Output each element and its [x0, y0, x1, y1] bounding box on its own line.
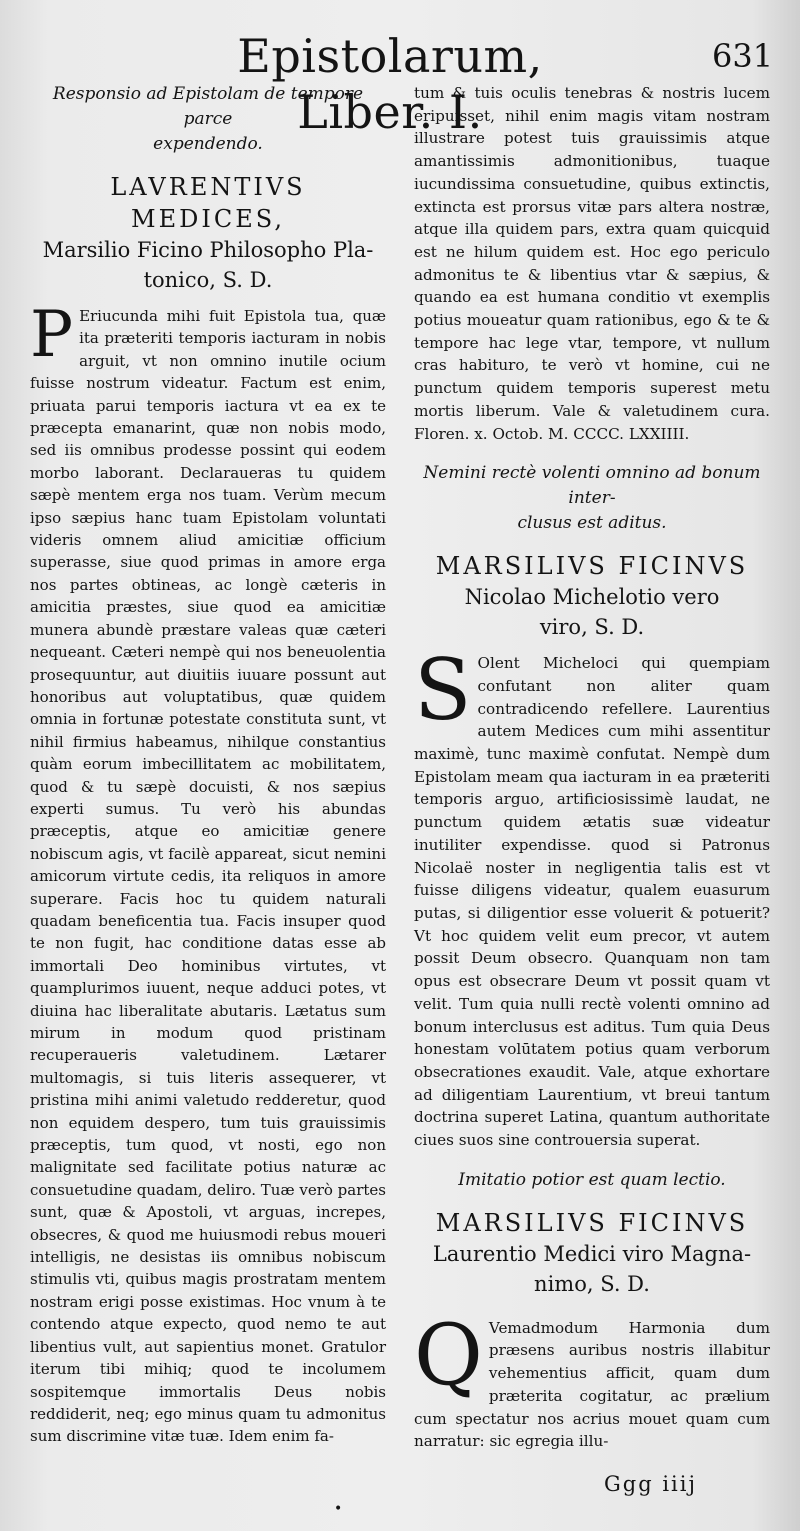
letter-3-sender: MARSILIVS FICINVS — [435, 1208, 749, 1237]
letter-1-caption — [30, 82, 386, 157]
letter-3-addressee-line-1: Laurentio Medici viro Magna- — [432, 1241, 752, 1266]
gathering-signature: Ggg iiij — [604, 1472, 697, 1496]
spacer — [414, 1152, 770, 1168]
letter-1-body — [30, 298, 386, 1448]
letter-2-caption-line-1: Nemini rectè volenti omnino ad bonum inter- — [423, 463, 761, 509]
letter-2-caption-line-2: clusus est aditus. — [517, 513, 667, 534]
right-column — [414, 82, 770, 1453]
letter-3-addressee-line-2: nimo, S. D. — [534, 1271, 650, 1296]
letter-1-dropcap: P — [30, 298, 74, 372]
left-column — [30, 82, 386, 1448]
spacer — [414, 445, 770, 461]
letter-3-salutation — [414, 1207, 770, 1299]
letter-3-body-text: Vemadmodum Harmonia dum præsens auribus nostris illabitur vehementius afficit, quam dum præterita cogitatur, ac prælium cum spectatur nos acrius mouet quam cum narratur: sic egregia illu- — [414, 1318, 770, 1451]
letter-2-body-text: Olent Micheloci qui quempiam confutant non aliter quam contradicendo refellere. Laurentius autem Medices cum mihi assentitur maximè, tunc maximè confutat. Nempè dum Epistolam meam qua iacturam in ea præteriti temporis arguo, artificiosissimè laudat, ne punctum quidem ætatis suæ videatur inutiliter expendisse. quod si Patronus Nicolaë noster in negligentia talis est vt fuisse diligens videatur, qualem euasurum putas, si diligentior esse voluerit & potuerit? Vt hoc quidem velit eum precor, vt autem possit Deum obsecro. Quanquam non tam opus est obsecrare Deum vt possit quam vt velit. Tum quia nulli rectè volenti omnino ad bonum interclusus est aditus. Tum quia Deus honestam volūtatem potius quam verborum obsecrationes exaudit. Vale, atque exhortare ad diligentiam Laurentium, vt breui tantum doctrina superet Latina, quantum authoritate ciues suos sine controuersia superat. — [414, 654, 770, 1150]
letter-2-dropcap: S — [414, 641, 472, 740]
letter-3-body — [414, 1305, 770, 1453]
page-number: 631 — [712, 37, 774, 75]
letter-3-caption: Imitatio potior est quam lectio. — [458, 1169, 726, 1190]
letter-1-caption-line-2: expendendo. — [153, 134, 263, 154]
letter-2-body — [414, 641, 770, 1151]
letter-3-dropcap: Q — [414, 1305, 483, 1404]
letter-1-sender: LAVRENTIVS MEDICES, — [110, 173, 306, 233]
letter-1-caption-line-1: Responsio ad Epistolam de tempore parce — [52, 84, 364, 129]
letter-1-body-text: Eriucunda mihi fuit Epistola tua, quæ ita præteriti temporis iacturam in nobis arguit, vt non omnino inutile ocium fuisse nostrum videatur. Factum est enim, priuata parui temporis iactura vt ea ex te præcepta emanarint, quæ non nobis modo, sed iis omnibus prodesse possint qui eodem morbo laborant. Declaraueras tu quidem sæpè mentem erga nos tuam. Verùm mecum ipso sæpius hanc tuam Epistolam voluntati videris omnem aliud amicitiæ officium superasse, siue quod primas in amore erga nos partes obtineas, ac longè cæteris in amicitia præstes, siue quod ea amicitiæ munera abundè præstare valeas quæ cæteri nequeant. Cæteri nempè qui nos beneuolentia prosequuntur, aut diuitiis iuuare possunt aut honoribus aut voluptatibus, quæ quidem omnia in fortunæ potestate constituta sunt, vt nihil firmius habeamus, nihilque constantius quàm eorum imbecillitatem ac mobilitatem, quod & tu sæpè docuisti, & nos sæpius experti sumus. Tu verò his abundas præceptis, atque eo amicitiæ genere nobiscum agis, vt facilè appareat, sicut nemini amicorum virtute cedis, ita reliquos in amore superare. Facis hoc tu quidem naturali quadam beneficentia tua. Facis insuper quod te non fugit, hac conditione datas esse ab immortali Deo hominibus virtutes, vt quamplurimos iuuent, neque adduci potes, vt diuina hac liberalitate abutaris. Lætatus sum mirum in modum quod pristinam recuperaueris valetudinem. Lætarer multomagis, si tuis literis assequerer, vt pristina mihi animi valetudo redderetur, quod non equidem despero, tum tuis grauissimis præceptis, tum quod, vt nosti, ego non malignitate sed facilitate potius naturæ ac consuetudine quadam, deliro. Tuæ verò partes sunt, quæ & Apostoli, vt arguas, increpes, obsecres, & quod me huiusmodi rebus moueri intelligis, ne desistas iis omnibus nobiscum stimulis vti, quibus magis prostratam mentem nostram erigi posse existimas. Hoc vnum à te contendo atque expecto, quod nemo te aut libentius vult, aut sapientius monet. Gratulor iterum tibi mihiq; quod te incolumem sospitemque immortalis Deus nobis reddiderit, neq; ego minus quam tu admonitus sum discrimine vitæ tuæ. Idem enim fa- — [30, 307, 386, 1446]
letter-1-body-continued: tum & tuis oculis tenebras & nostris lucem eripuisset, nihil enim magis vitam nostram illustrare potest tuis grauissimis atque amantissimis admonitionibus, tuaque iucundissima consuetudine, quibus extinctis, extincta est prorsus vitæ pars altera nostræ, atque illa quidem pars, extra quam quicquid est ne hilum quidem est. Hoc ego periculo admonitus te & libentius vtar & sæpius, & quando ea est humana conditio vt exemplis potius moueatur quam rationibus, ego & te & tempore hac lege vtar, tempore, vt nullum cras habituro, te verò vt homine, cui ne punctum quidem temporis superest metu mortis liberum. Vale & valetudinem cura. Floren. x. Octob. M. CCCC. LXXIIII. — [414, 84, 770, 443]
letter-2-addressee-line-1: Nicolao Michelotio vero — [464, 585, 720, 610]
letter-2-caption — [414, 461, 770, 536]
letter-1-salutation — [30, 171, 386, 295]
running-title: Epistolarum, Liber. I. — [237, 29, 543, 139]
letter-2-addressee-line-2: viro, S. D. — [539, 615, 645, 640]
letter-2-sender: MARSILIVS FICINVS — [435, 552, 749, 581]
letter-1-addressee-line-2: tonico, S. D. — [143, 268, 273, 292]
footer-mark: • — [334, 1501, 343, 1517]
letter-1-addressee-line-1: Marsilio Ficino Philosopho Pla- — [42, 238, 374, 262]
letter-2-salutation — [414, 550, 770, 642]
